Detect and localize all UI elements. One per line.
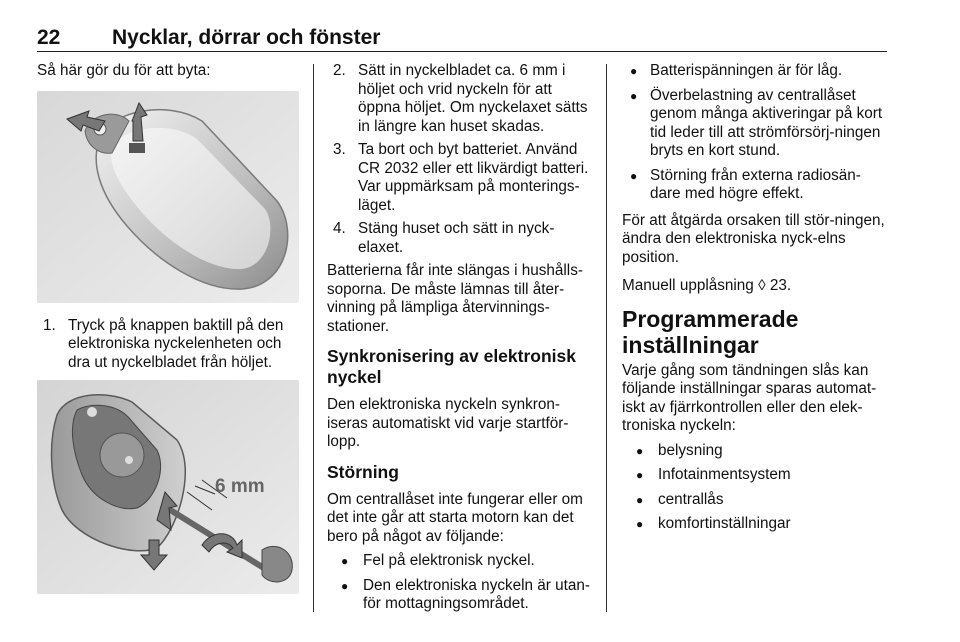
fault-heading: Störning [327, 461, 399, 482]
chapter-title: Nycklar, dörrar och fönster [112, 26, 381, 49]
step-1 [37, 317, 299, 373]
remedy-text: För att åtgärda orsaken till stör-ningen, ändra den elektroniska nyck-elns position. [622, 211, 885, 266]
setting-item: ● Infotainmentsystem [622, 466, 888, 485]
step-4 [327, 220, 592, 257]
fault-item: ● Överbelastning av centrallåset genom många aktiveringar på kort tid leder till att strömförsörj-ningen bryts en kort stund. [622, 87, 888, 161]
sync-heading: Synkronisering av elektronisk nyckel [327, 346, 576, 387]
fault-item: ● Den elektroniska nyckeln är utan-för mottagningsområdet. [327, 577, 592, 614]
step-text: Stäng huset och sätt in nyck-elaxet. [358, 220, 555, 256]
step-2 [327, 62, 592, 136]
fault-item: ● Batterispänningen är för låg. [622, 62, 888, 81]
setting-item: ● centrallås [622, 491, 888, 510]
column-divider [313, 64, 314, 612]
fault-item: ● Störning från externa radiosän-dare med högre effekt. [622, 167, 888, 204]
column-divider [606, 64, 607, 612]
step-number: 2. [333, 62, 346, 79]
setting-item: ● komfortinställningar [622, 515, 888, 534]
disposal-note: Batterierna får inte slängas i hushålls-soporna. De måste lämnas till åter-vinning på lämpliga återvinnings-stationer. [327, 262, 583, 335]
key-fob-illustration [37, 91, 299, 303]
step-number: 1. [43, 316, 56, 334]
programmed-settings-heading: Programmerade inställningar [622, 305, 799, 358]
fault-item: ● Fel på elektronisk nyckel. [327, 552, 592, 571]
setting-item: ● belysning [622, 442, 888, 461]
programmed-settings-text: Varje gång som tändningen slås kan följande inställningar sparas automat-iskt av fjärrkontrollen eller den elek-troniska nyckeln: [622, 361, 877, 434]
page-header [37, 26, 887, 52]
sync-text: Den elektroniska nyckeln synkron-iseras automatiskt vid varje startför-lopp. [327, 396, 569, 450]
column-1 [37, 62, 299, 594]
key-blade-illustration [37, 380, 299, 594]
step-number: 4. [333, 220, 346, 237]
intro-text: Så här gör du för att byta: [37, 62, 211, 79]
step-text: Tryck på knappen baktill på den elektroniska nyckelenheten och dra ut nyckelbladet från höljet. [68, 316, 284, 371]
step-text: Ta bort och byt batteriet. Använd CR 2032 eller ett likvärdigt batteri. Var uppmärksam på monterings-läget. [358, 141, 589, 214]
column-2 [327, 62, 592, 620]
page-number: 22 [37, 26, 61, 49]
fault-text: Om centrallåset inte fungerar eller om det inte går att starta motorn kan det bero på något av följande: [327, 490, 583, 545]
column-3 [622, 62, 888, 540]
step-text: Sätt in nyckelbladet ca. 6 mm i höljet och vrid nyckeln för att öppna höljet. Om nyckelaxet sätts in längre kan huset skadas. [358, 62, 588, 135]
manual-unlock-link[interactable]: Manuell upplåsning ◊ 23. [622, 277, 792, 294]
blade-depth-label: 6 mm [215, 476, 265, 497]
step-3 [327, 141, 592, 215]
step-number: 3. [333, 141, 346, 158]
